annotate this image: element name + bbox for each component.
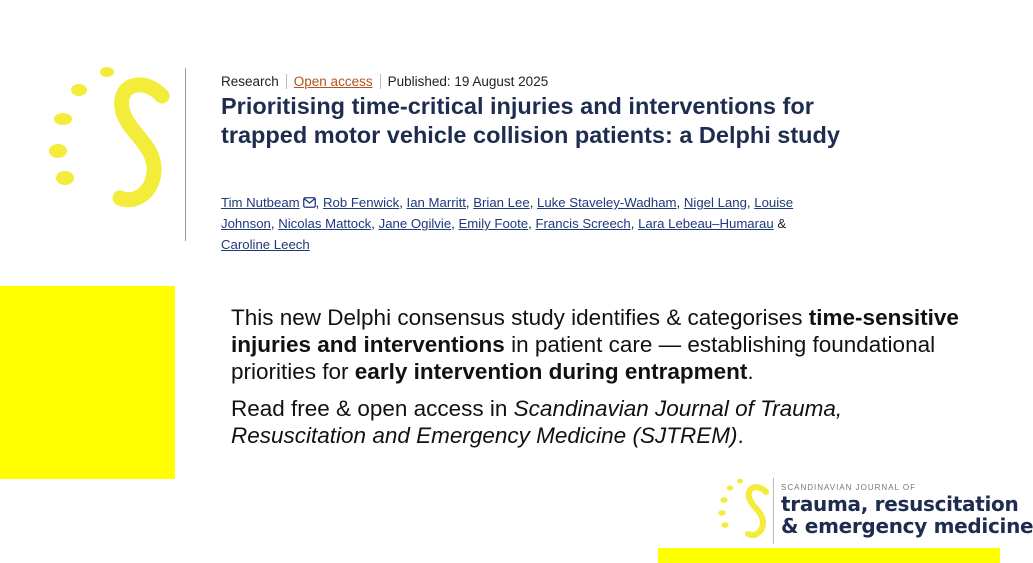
summary-bold-run: time-sensitive injuries and interventions <box>231 305 959 357</box>
author-separator: & <box>773 216 787 231</box>
divider-vertical <box>185 68 186 241</box>
sjtrem-s-logo-icon <box>40 62 180 222</box>
author-link[interactable]: Lara Lebeau–Humarau <box>638 216 774 231</box>
author-link[interactable]: Brian Lee <box>473 195 530 210</box>
yellow-bottom-bar <box>658 548 1000 563</box>
author-link[interactable]: Nigel Lang <box>683 195 747 210</box>
summary-bold-run: early intervention during entrapment <box>354 359 748 384</box>
summary-text-run: This new Delphi consensus study identifies & categorises <box>231 305 809 330</box>
author-link[interactable]: Tim Nutbeam <box>221 195 300 210</box>
author-link[interactable]: Jane Ogilvie <box>378 216 452 231</box>
summary-text-run: . <box>747 359 754 384</box>
published-date: Published: 19 August 2025 <box>387 74 549 89</box>
summary-paragraph-2 <box>231 395 976 449</box>
article-title: Prioritising time-critical injuries and interventions for trapped motor vehicle collision patients: a Delphi study <box>221 93 840 148</box>
author-separator: , <box>746 195 755 210</box>
author-separator: , <box>465 195 474 210</box>
author-separator: , <box>528 216 536 231</box>
author-link[interactable]: Rob Fenwick <box>322 195 400 210</box>
author-separator: , <box>676 195 684 210</box>
author-separator: , <box>371 216 379 231</box>
meta-separator <box>286 74 287 89</box>
author-link[interactable]: Louise Johnson <box>221 195 794 231</box>
journal-logo-line-2: & emergency medicine <box>781 514 1033 538</box>
journal-logo-divider <box>773 478 774 544</box>
summary-text-run: Read free & open access in <box>231 396 514 421</box>
author-separator: , <box>451 216 459 231</box>
summary-text <box>231 304 976 459</box>
author-separator: , <box>529 195 538 210</box>
envelope-icon[interactable] <box>303 197 316 208</box>
meta-separator <box>380 74 381 89</box>
author-separator: , <box>399 195 407 210</box>
summary-text-run: in patient care — establishing foundational priorities for <box>231 332 936 384</box>
author-separator: , <box>270 216 279 231</box>
journal-logo-subtitle: SCANDINAVIAN JOURNAL OF <box>781 483 917 492</box>
article-meta <box>221 74 548 89</box>
author-separator: , <box>630 216 639 231</box>
yellow-accent-block <box>0 286 175 479</box>
open-access-link[interactable]: Open access <box>293 74 373 89</box>
author-link[interactable]: Ian Marritt <box>406 195 466 210</box>
journal-logo-line-1: trauma, resuscitation <box>781 492 1019 516</box>
author-link[interactable]: Luke Staveley-Wadham <box>537 195 677 210</box>
author-link[interactable]: Emily Foote <box>458 216 529 231</box>
article-type: Research <box>221 74 279 89</box>
author-link[interactable]: Nicolas Mattock <box>278 216 372 231</box>
summary-paragraph-1 <box>231 304 976 385</box>
author-link[interactable]: Caroline Leech <box>221 237 310 252</box>
author-list <box>221 192 821 255</box>
author-separator: , <box>315 195 323 210</box>
summary-text-run: . <box>737 423 744 448</box>
journal-name-italic: Scandinavian Journal of Trauma, Resuscitation and Emergency Medicine (SJTREM) <box>231 396 843 448</box>
author-link[interactable]: Francis Screech <box>535 216 631 231</box>
